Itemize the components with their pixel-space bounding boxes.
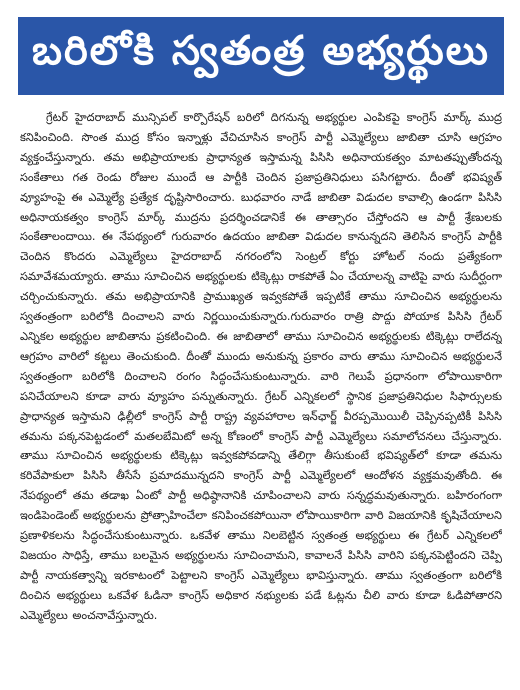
article-body	[20, 108, 502, 674]
headline-banner	[18, 17, 504, 95]
article-paragraph: గ్రేటర్ హైదరాబాద్ మున్సిపల్ కార్పొరేషన్ బరిలో దిగనున్న అభ్యర్థుల ఎంపికపై కాంగ్రెస్ మార్క్ ముద్ర కనిపించింది. సొంత ముద్ర కోసం ఇన్నాళ్లు వేచిచూసిన కాంగ్రెస్ పార్టీ ఎమ్మెల్యేలు జాబితా చూసి ఆగ్రహం వ్యక్తంచేస్తున్నారు. తమ అభిప్రాయాలకు ప్రాధాన్యత ఇస్తామన్న పిసిసి అధినాయకత్వం మాటతప్పుతోందన్న సంకేతాలు గత రెండు రోజుల ముందే ఆ పార్టీకి చెందిన ప్రజాప్రతినిధులు పసిగట్టారు. దీంతో భవిష్యత్ వ్యూహంపై ఈ ఎమ్మెల్యే ప్రత్యేక దృష్టిసారించారు. బుధవారం నాడే జాబితా విడుదల కావాల్సి ఉండగా పిసిసి అధినాయకత్వం కాంగ్రెస్ మార్క్ ముద్రను ప్రదర్శించడానికే ఈ తాత్సారం చేస్తోందని ఆ పార్టీ శ్రేణులకు సంకేతాలందాయి. ఈ నేపథ్యంలో గురువారం ఉదయం జాబితా విడుదల కానున్నదని తెలిసిన కాంగ్రెస్ పార్టీకి చెందిన కొందరు ఎమ్మెల్యేలు హైదరాబాద్ నగరంలోని సెంట్రల్ కోర్టు హోటల్ నందు ప్రత్యేకంగా సమావేశమయ్యారు. తాము సూచించిన అభ్యర్థులకు టిక్కెట్లు రాకపోతే ఏం చేయాలన్న వాటిపై వారు సుదీర్ఘంగా చర్చించుకున్నారు. తమ అభిప్రాయానికి ప్రాముఖ్యత ఇవ్వకపోతే ఇప్పటికే తాము సూచించిన అభ్యర్థులను స్వతంత్రంగా బరిలోకి దించాలని వారు నిర్ణయించుకున్నారు.గురువారం రాత్రి పొద్దు పోయాక పిసిసి గ్రేటర్ ఎన్నికల అభ్యర్థుల జాబితాను ప్రకటించింది. ఈ జాబితాలో తాము సూచించిన అభ్యర్థులకు టిక్కెట్లు రాలేదన్న ఆగ్రహం వారిలో కట్టలు తెంచుకుంది. దీంతో ముందు అనుకున్న ప్రకారం వారు తాము సూచించిన అభ్యర్థులనే స్వతంత్రంగా బరిలోకి దించాలని రంగం సిద్ధంచేసుకుంటున్నారు. వారి గెలుపే ప్రధానంగా లోపాయికారిగా పనిచేయాలని కూడా వారు వ్యూహం పన్నుతున్నారు. గ్రేటర్ ఎన్నికలలో స్థానిక ప్రజాప్రతినిధుల సిఫార్సులకు ప్రాధాన్యత ఇస్తామని ఢిల్లీలో కాంగ్రెస్ పార్టీ రాష్ట్ర వ్యవహారాల ఇన్‌ఛార్జ్ వీరప్పమొయిలీ చెప్పినప్పటికీ పిసిసి తమను పక్కనపెట్టడంలో మతలబేమిటో అన్న కోణంలో కాంగ్రెస్ పార్టీ ఎమ్మెల్యేలు సమాలోచనలు చేస్తున్నారు. తాము సూచించిన అభ్యర్థులకు టిక్కెట్లు ఇవ్వకపోవడాన్ని తేలిగ్గా తీసుకుంటే భవిష్యత్‌లో కూడా తమను కరివేపాకులా పిసిసి తీసేసే ప్రమాదమున్నదని కాంగ్రెస్ పార్టీ ఎమ్మెల్యేలలో ఆందోళన వ్యక్తమవుతోంది. ఈ నేపథ్యంలో తమ తడాఖ ఏంటో పార్టీ అధిష్ఠానానికి చూపించాలని వారు సన్నద్ధమవుతున్నారు. బహిరంగంగా ఇండిపెండెంట్ అభ్యర్థులను ప్రోత్సాహించేలా కనిపించకపోయినా లోపాయికారిగా వారి విజయానికి కృషిచేయాలని ప్రణాళికలను సిద్ధంచేసుకుంటున్నారు. ఒకవేళ తాము నిలబెట్టిన స్వతంత్ర అభ్యర్థులు ఈ గ్రేటర్ ఎన్నికలలో విజయం సాధిస్తే, తాము బలమైన అభ్యర్థులను సూచించామని, కావాలనే పిసిసి వారిని పక్కనపెట్టిందని చెప్పి పార్టీ నాయకత్వాన్ని ఇరకాటంలో పెట్టాలని కాంగ్రెస్ ఎమ్మెల్యేలు భావిస్తున్నారు. తాము స్వతంత్రంగా బరిలోకి దించిన అభ్యర్థులు ఒకవేళ ఓడినా కాంగ్రెస్ అధికార నభ్యులకు పడే ఓట్లను చీలి వారు కూడా ఓడిపోతారని ఎమ్మెల్యేలు అంచనావేస్తున్నారు.	[20, 111, 502, 622]
news-clipping	[13, 12, 509, 680]
headline: బరిలోకి స్వతంత్ర అభ్యర్థులు	[32, 28, 490, 74]
